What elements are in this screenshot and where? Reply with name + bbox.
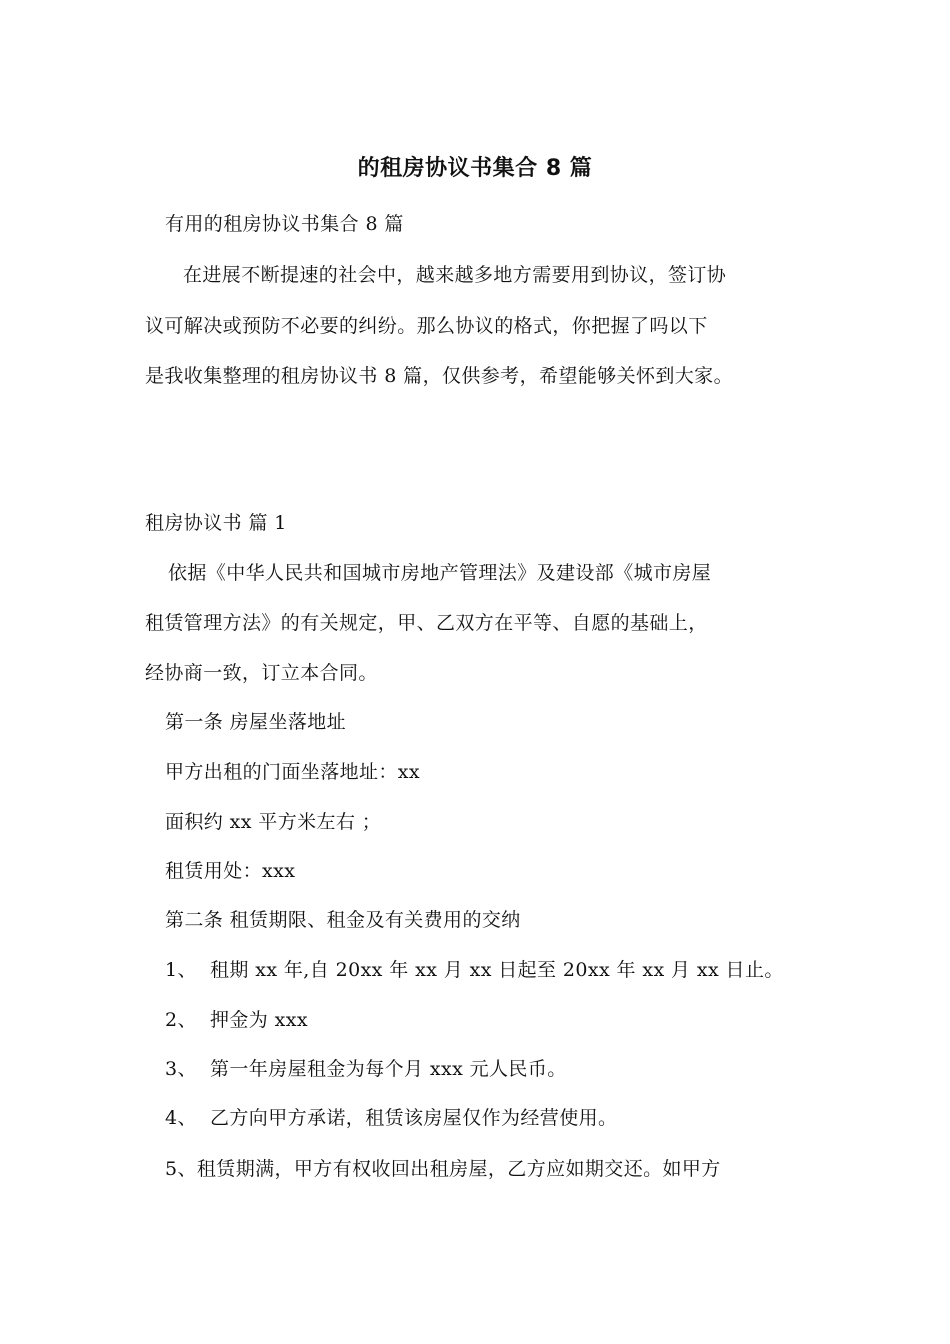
intro-line-3: 是我收集整理的租房协议书 8 篇，仅供参考，希望能够关怀到大家。 — [145, 365, 733, 387]
document-subtitle: 有用的租房协议书集合 8 篇 — [165, 213, 404, 235]
article2-item-2-text: 押金为 xxx — [210, 1009, 308, 1031]
article2-item-1-number: 1、 — [165, 959, 197, 981]
document-title: 的租房协议书集合 8 篇 — [357, 156, 593, 181]
section-heading: 租房协议书 篇 1 — [145, 512, 287, 534]
intro-line-2: 议可解决或预防不必要的纠纷。那么协议的格式，你把握了吗以下 — [145, 315, 708, 337]
article2-item-3-text: 第一年房屋租金为每个月 xxx 元人民币。 — [210, 1058, 567, 1080]
preamble-line-2: 租赁管理方法》的有关规定，甲、乙双方在平等、自愿的基础上， — [145, 612, 708, 634]
article2-item-1-text: 租期 xx 年,自 20xx 年 xx 月 xx 日起至 20xx 年 xx 月 xx 日止。 — [210, 959, 784, 981]
preamble-line-1: 依据《中华人民共和国城市房地产管理法》及建设部《城市房屋 — [168, 562, 712, 584]
article1-usage: 租赁用处：xxx — [165, 860, 296, 882]
article2-item-2-number: 2、 — [165, 1009, 197, 1031]
article2-item-4-number: 4、 — [165, 1107, 197, 1129]
intro-line-1: 在进展不断提速的社会中，越来越多地方需要用到协议，签订协 — [183, 264, 727, 286]
article2-item-4-text: 乙方向甲方承诺，租赁该房屋仅作为经营使用。 — [210, 1107, 618, 1129]
article2-item-3-number: 3、 — [165, 1058, 197, 1080]
article1-area: 面积约 xx 平方米左右 ； — [165, 811, 382, 833]
preamble-line-3: 经协商一致，订立本合同。 — [145, 662, 378, 684]
article2-heading: 第二条 租赁期限、租金及有关费用的交纳 — [165, 909, 521, 931]
article2-item-5-text: 5、租赁期满，甲方有权收回出租房屋，乙方应如期交还。如甲方 — [165, 1158, 721, 1180]
article1-address: 甲方出租的门面坐落地址：xx — [165, 761, 421, 783]
article1-heading: 第一条 房屋坐落地址 — [165, 711, 347, 733]
